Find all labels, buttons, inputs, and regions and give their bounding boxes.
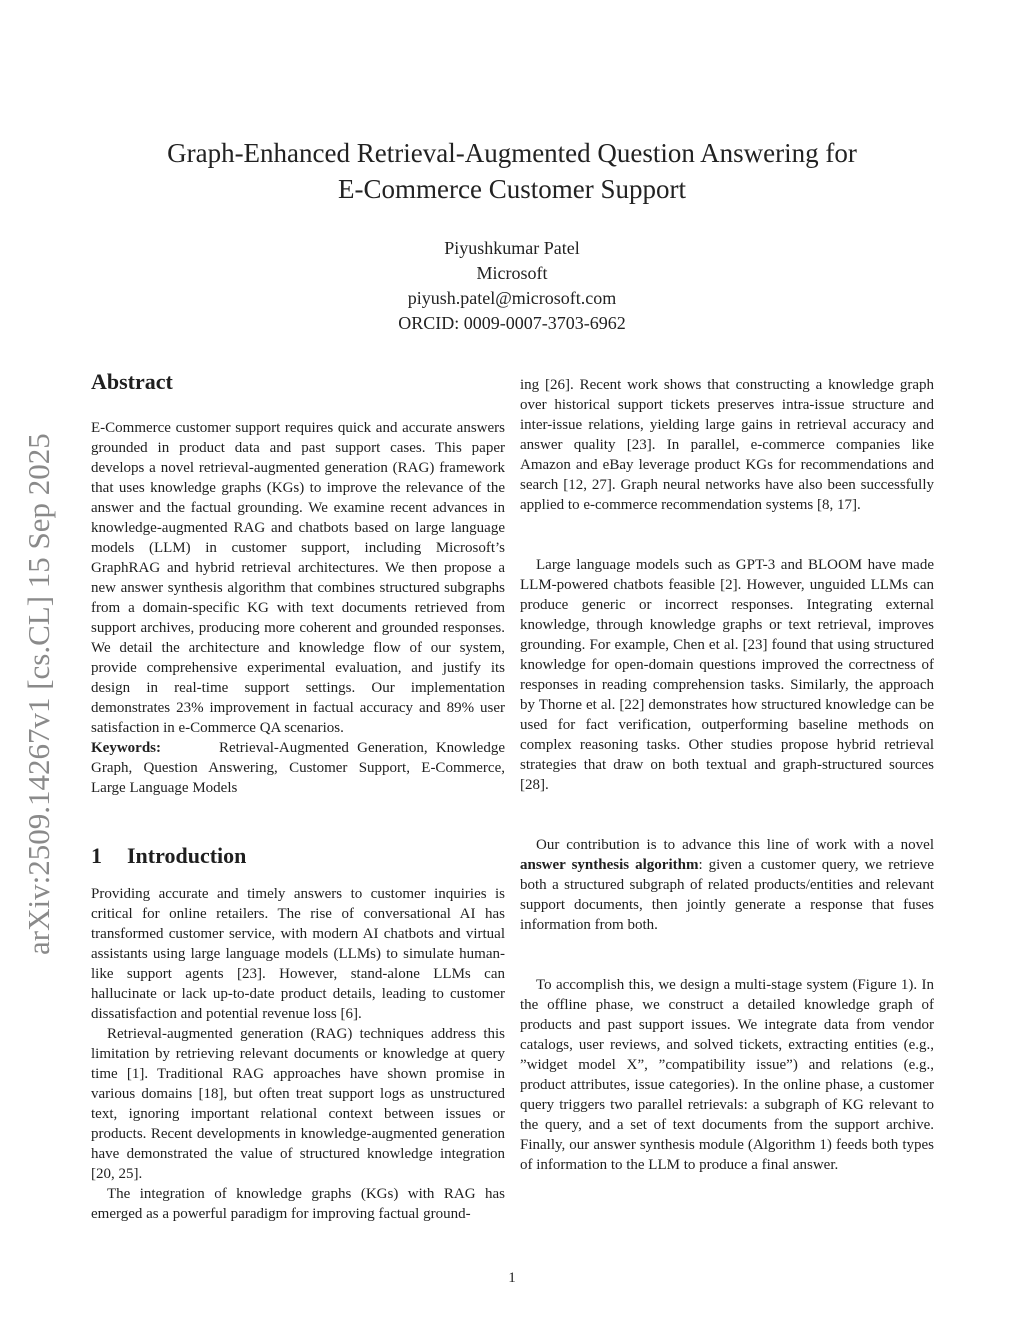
author-email: piyush.patel@microsoft.com [407,288,617,308]
contribution-text-end: : given a customer query, we retrieve both a structured subgraph of related products/entities and relevant support documents, then jointly generate a response that fuses information from both. [520,857,934,933]
keywords-text: Retrieval-Augmented Generation, Knowledge Graph, Question Answering, Customer Support, E-Commerce, Large Language Models [91,740,505,796]
abstract-text: E-Commerce customer support requires quick and accurate answers grounded in product data and past support cases. This paper develops a novel retrieval-augmented generation (RAG) framework that uses knowledge graphs (KGs) to improve the relevance of the answer and the factual grounding. We examine recent advances in knowledge-augmented RAG and chatbots based on large language models (LLM) in customer support, including Microsoft’s GraphRAG and hybrid retrieval architectures. We then propose a new answer synthesis algorithm that combines structured subgraphs from a domain-specific KG with text documents retrieved from support archives, producing more coherent and grounded responses. We detail the architecture and knowledge flow of our system, provide comprehensive experimental evaluation, and justify its design in real-time support settings. Our implementation demonstrates 23% improvement in factual accuracy and 89% user satisfaction in e-Commerce QA scenarios. [91,420,505,736]
contribution-text-start: Our contribution is to advance this line of work with a novel [536,837,934,853]
intro-paragraph-2: Retrieval-augmented generation (RAG) techniques address this limitation by retrieving relevant documents or knowledge at query time [1]. Traditional RAG approaches have shown promise in various domains [18], but often treat support logs as unstructured text, ignoring important relational context between issues or products. Recent developments in knowledge-augmented generation have demonstrated the value of structured knowledge integration [20, 25]. [91,1026,505,1182]
section-title: Introduction [127,843,247,868]
intro-paragraph-3: The integration of knowledge graphs (KGs) with RAG has emerged as a powerful paradigm for improving factual ground- [91,1186,505,1222]
right-paragraph-4: To accomplish this, we design a multi-stage system (Figure 1). In the offline phase, we construct a detailed knowledge graph of products and past support issues. We integrate data from vendor catalogs, user reviews, and solved tickets, extracting entities (e.g., ”widget model X”, ”compatibility issue”) and relations (e.g., product attributes, issue categories). In the online phase, a customer query triggers two parallel retrievals: a subgraph of KG relevant to the query, and a set of text documents from the support archive. Finally, our answer synthesis module (Algorithm 1) feeds both types of information to the LLM to produce a final answer. [520,977,934,1173]
section-number: 1 [91,843,102,868]
author-affiliation: Microsoft [476,263,548,283]
title-line-2: E-Commerce Customer Support [338,174,686,204]
contribution-highlight: answer synthesis algorithm [520,857,699,873]
right-paragraph-2: Large language models such as GPT-3 and BLOOM have made LLM-powered chatbots feasible [2]. However, unguided LLMs can produce generic or incorrect responses. Integrating external knowledge, through knowledge graphs or text retrieval, improves grounding. For example, Chen et al. [23] found that using structured knowledge for open-domain questions improved the correctness of responses in reading comprehension tasks. Similarly, the approach by Thorne et al. [22] demonstrates how structured knowledge can be used for fact verification, outperforming baseline methods on complex reasoning tasks. Other studies propose hybrid retrieval strategies that draw on both textual and graph-structured sources [28]. [520,557,934,793]
keywords-paragraph [91,738,505,798]
author-name: Piyushkumar Patel [444,238,580,258]
right-paragraph-1: ing [26]. Recent work shows that constructing a knowledge graph over historical support tickets preserves intra-issue structure and inter-issue relations, yielding large gains in retrieval accuracy and answer quality [23]. In parallel, e-commerce companies like Amazon and eBay leverage product KGs for recommendations and search [12, 27]. Graph neural networks have also been successfully applied to e-commerce recommendation systems [8, 17]. [520,377,934,513]
left-column [91,366,505,1224]
section-heading-introduction [91,840,505,872]
paper-title [90,135,934,207]
right-column [520,375,934,1175]
arxiv-identifier-stamp: arXiv:2509.14267v1 [cs.CL] 15 Sep 2025 [21,433,56,955]
keywords-label: Keywords: [91,740,161,756]
author-orcid: ORCID: 0009-0007-3703-6962 [398,313,626,333]
title-line-1: Graph-Enhanced Retrieval-Augmented Question Answering for [167,138,857,168]
intro-paragraph-1: Providing accurate and timely answers to customer inquiries is critical for online retailers. The rise of conversational AI has transformed customer service, with modern AI chatbots and virtual assistants using large language models (LLMs) to simulate human-like support agents [23]. However, stand-alone LLMs can hallucinate or lack up-to-date product details, leading to customer dissatisfaction and potential revenue loss [6]. [91,886,505,1022]
right-paragraph-3 [520,835,934,935]
author-block [90,236,934,336]
page-number: 1 [508,1270,516,1286]
abstract-heading: Abstract [91,369,173,394]
